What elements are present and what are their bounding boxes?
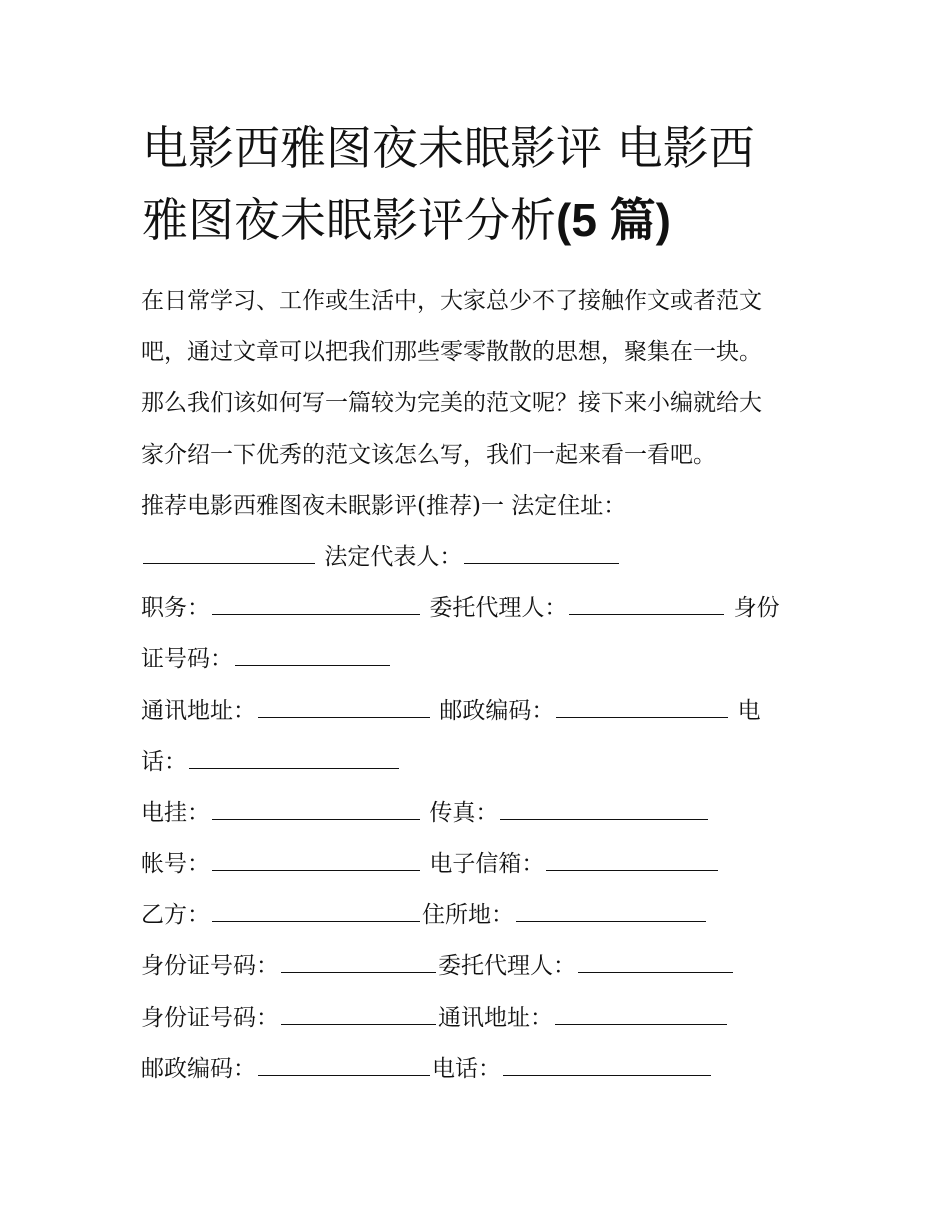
field-label: 帐号： (141, 851, 210, 878)
form-row (141, 634, 821, 685)
form-row (141, 1044, 821, 1095)
field-label: 邮政编码： (141, 1055, 256, 1082)
field-label: 住所地： (422, 902, 514, 929)
field-label: 话： (141, 748, 187, 775)
form-row (141, 890, 821, 941)
party-b-blank (212, 895, 420, 922)
field-label: 电话： (432, 1055, 501, 1082)
form-row (141, 941, 821, 992)
field-label: 乙方： (141, 902, 210, 929)
field-label: 职务： (141, 595, 210, 622)
residence-blank (516, 895, 706, 922)
field-label: 电子信箱： (429, 851, 545, 878)
form-row (141, 737, 821, 788)
field-label: 电 (737, 697, 761, 724)
field-label: 证号码： (141, 646, 233, 673)
account-blank (212, 844, 420, 871)
id-full-blank (281, 946, 436, 973)
field-label: 身份证号码： (141, 1004, 279, 1031)
legal-address-blank (143, 537, 315, 564)
field-label: 身份 (733, 595, 780, 622)
field-label: 法定代表人： (324, 543, 463, 570)
field-label: 通讯地址： (438, 1004, 553, 1031)
postcode-b-blank (258, 1049, 430, 1076)
intro-line-4: 家介绍一下优秀的范文该怎么写，我们一起来看一看吧。 (141, 441, 716, 468)
document-body (141, 276, 821, 1095)
title-count: (5 篇) (556, 194, 671, 246)
phone-b-blank (503, 1049, 711, 1076)
position-blank (212, 588, 420, 615)
form-row (141, 686, 821, 737)
recommend-line: 推荐电影西雅图夜未眠影评(推荐)一 法定住址： (141, 492, 627, 519)
intro-line-3: 那么我们该如何写一篇较为完美的范文呢？接下来小编就给大 (141, 390, 762, 417)
intro-line-1: 在日常学习、工作或生活中，大家总少不了接触作文或者范文 (141, 288, 762, 314)
form-row (141, 788, 821, 839)
title-line-1: 电影西雅图夜未眠影评 电影西 (142, 121, 755, 175)
form-row (141, 583, 821, 634)
form-row (141, 993, 821, 1044)
id-blank (235, 639, 390, 666)
field-label: 传真： (429, 799, 499, 826)
legal-rep-blank (464, 537, 619, 564)
field-label: 通讯地址： (141, 697, 256, 724)
field-label: 委托代理人： (429, 595, 568, 622)
postcode-blank (556, 691, 728, 718)
phone-blank (189, 742, 399, 769)
address-b-blank (555, 998, 727, 1025)
intro-line-2: 吧，通过文章可以把我们那些零零散散的思想，聚集在一块。 (141, 339, 762, 366)
address-blank (258, 691, 430, 718)
telegraph-blank (212, 793, 420, 820)
form-row (141, 532, 821, 583)
form-row (141, 839, 821, 890)
field-label: 邮政编码： (439, 697, 555, 724)
title-line-2: 雅图夜未眠影评分析 (142, 193, 556, 247)
id-full-2-blank (281, 998, 436, 1025)
field-label: 委托代理人： (438, 953, 576, 980)
document-title (142, 112, 842, 256)
email-blank (546, 844, 718, 871)
agent-blank (569, 588, 724, 615)
agent-b-blank (578, 946, 733, 973)
field-label: 电挂： (141, 799, 210, 826)
field-label: 身份证号码： (141, 953, 279, 980)
fax-blank (500, 793, 708, 820)
